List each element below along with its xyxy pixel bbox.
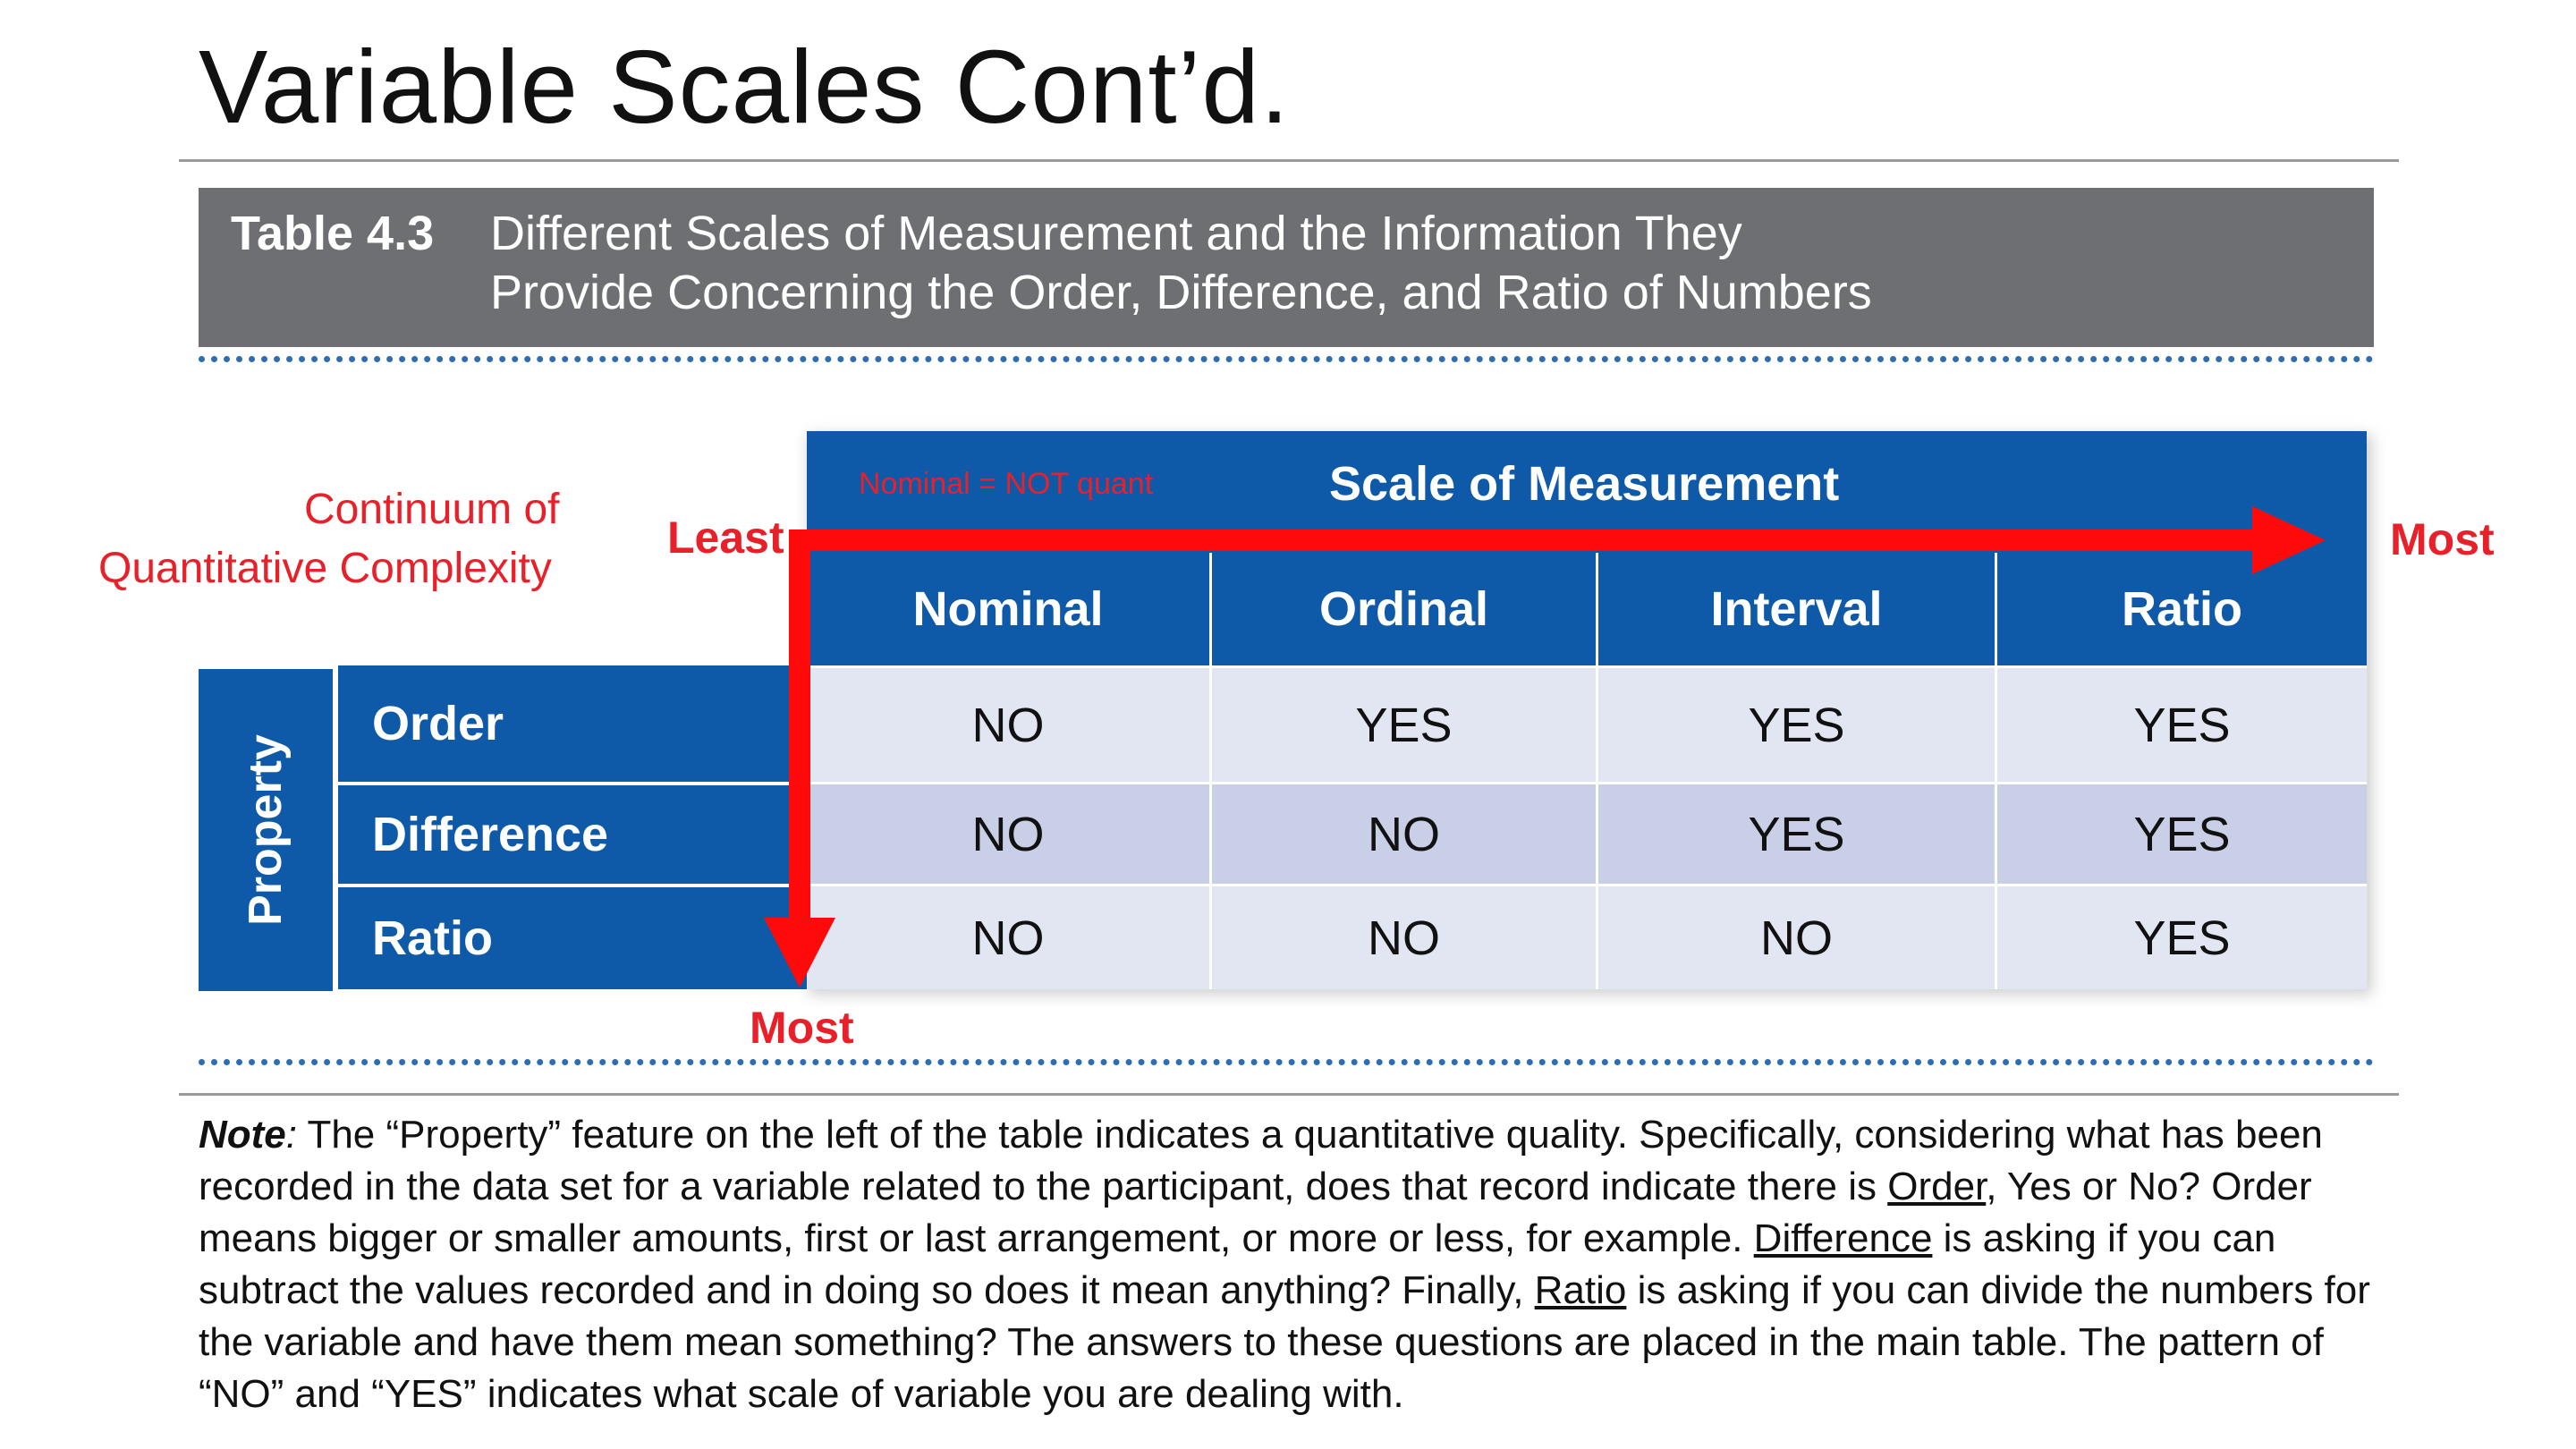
least-label: Least: [667, 513, 784, 563]
note-ratio-term: Ratio: [1534, 1268, 1627, 1312]
note-text-1: The “Property” feature on the left of the table indicates a quantitative quality. Specifically, considering what has been recorded in the data set for a variable related to the participant, does that record indicate there is: [199, 1113, 2323, 1208]
row-label-ratio: Ratio: [335, 884, 807, 989]
row-label-difference: Difference: [335, 782, 807, 884]
note-divider: [179, 1093, 2399, 1096]
table-caption-line-2: Provide Concerning the Order, Difference, and Ratio of Numbers: [490, 266, 1872, 319]
property-header: [199, 669, 333, 991]
dotted-divider-top: [199, 356, 2374, 362]
cell-difference-ordinal: NO: [1209, 782, 1596, 884]
most-label-right: Most: [2390, 514, 2495, 564]
column-header-ordinal: Ordinal: [1209, 553, 1596, 665]
row-label-order: Order: [335, 665, 807, 782]
table-caption-number: Table 4.3: [231, 207, 435, 260]
note-label: Note: [199, 1113, 286, 1157]
note-order-term: Order: [1887, 1165, 1987, 1208]
note-text-4: is asking if you can divide the numbers for the variable and have them mean something? The answers to these questions are placed in the main table. The pattern of “NO” and “YES” indicates what scale of variable you are dealing with.: [199, 1268, 2370, 1416]
note-text-3: is asking if you can subtract the values recorded and in doing so does it mean anything? Finally,: [199, 1216, 2276, 1312]
scale-of-measurement-title: Scale of Measurement: [1329, 457, 1840, 511]
note-colon: :: [285, 1113, 298, 1157]
note-text-2: , Yes or No? Order means bigger or smaller amounts, first or last arrangement, or more or less, for example.: [199, 1165, 2312, 1260]
column-header-ratio: Ratio: [1995, 553, 2367, 665]
cell-difference-nominal: NO: [807, 782, 1209, 884]
table-caption-line-1: Different Scales of Measurement and the Information They: [490, 207, 1742, 260]
dotted-divider-bottom: [199, 1059, 2374, 1065]
cell-order-ratio: YES: [1995, 665, 2367, 782]
cell-order-interval: YES: [1596, 665, 1995, 782]
cell-order-ordinal: YES: [1209, 665, 1596, 782]
continuum-label-line-1: Continuum of: [304, 486, 560, 533]
continuum-label-line-2: Quantitative Complexity: [98, 545, 552, 592]
slide-title: Variable Scales Cont’d.: [199, 29, 1291, 145]
column-header-interval: Interval: [1596, 553, 1995, 665]
cell-difference-interval: YES: [1596, 782, 1995, 884]
cell-ratio-ratio: YES: [1995, 884, 2367, 989]
cell-order-nominal: NO: [807, 665, 1209, 782]
cell-ratio-interval: NO: [1596, 884, 1995, 989]
title-divider: [179, 159, 2399, 162]
cell-difference-ratio: YES: [1995, 782, 2367, 884]
most-label-bottom: Most: [750, 1003, 854, 1053]
nominal-not-quant-note: Nominal = NOT quant: [859, 467, 1154, 501]
property-header-text: Property: [240, 734, 292, 926]
cell-ratio-ordinal: NO: [1209, 884, 1596, 989]
column-header-nominal: Nominal: [807, 553, 1209, 665]
cell-ratio-nominal: NO: [807, 884, 1209, 989]
note-difference-term: Difference: [1753, 1216, 1933, 1260]
note-paragraph: [199, 1109, 2381, 1420]
